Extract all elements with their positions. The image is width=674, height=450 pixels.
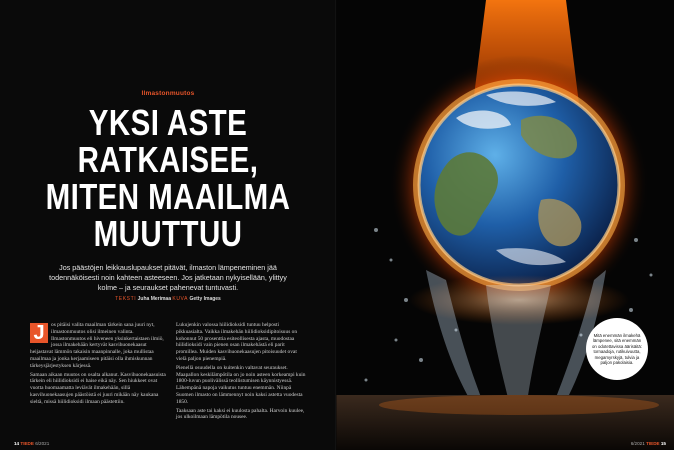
body-paragraph: Taaksaan aste tai kaksi ei kuulosta pahalta. Harvoin kuulee, jos ulkoilmaan lämpötila nousee. <box>176 407 305 421</box>
page-number-left: 14 <box>14 441 20 446</box>
article-kicker: Ilmastonmuutos <box>141 90 195 97</box>
headline-line-1: YKSI ASTE <box>88 102 248 143</box>
body-paragraph: os pitäisi valita maailman tärkein sana juuri nyt, ilmastonmuutos olisi ilmeinen valinta. Ilmastonmuutos eli hiveneen yksinkertaistaen ilmiö, jossa ilmakehään kertyvät kasvihuonekaasut heijastavat lämmön takaisin maanpinnalle, joka mullistaa maailmaa ja jonka kerjaamiseen pitäisi olla ihmiskunnan tärkeysjärjestyksen kärjessä. <box>30 322 164 369</box>
folio-right <box>631 441 666 446</box>
issue-left: 6/2021 <box>35 441 50 446</box>
article-credits <box>0 296 336 302</box>
magazine-name-right: TIEDE <box>646 441 660 446</box>
headline-line-3: MITEN MAAILMA <box>45 176 291 217</box>
issue-right: 6/2021 <box>630 441 645 446</box>
left-page <box>0 0 336 450</box>
earth-melting-illustration <box>336 0 674 450</box>
credit-author: Juha Merimaa <box>137 296 171 302</box>
spread-fold <box>335 0 337 450</box>
headline-line-2: RATKAISEE, <box>77 139 259 180</box>
right-page <box>336 0 674 450</box>
page-number-right: 15 <box>660 441 666 446</box>
credit-text-label: TEKSTI <box>115 296 137 302</box>
body-paragraph: Pienellä osuudella on kuitenkin valtavat seuraukset. Maapallon keskilämpötila on jo noin asteen korkeampi kuin 1800-luvun puolivälissä teollistumisen käynnistyessä. Lähempänä napoja vaikutus tuntuu enemmän. Niinpä Suomen ilmasto on lämmennyt noin kaksi astetta vuodesta 1850. <box>176 364 306 405</box>
body-column-2 <box>176 322 306 423</box>
body-paragraph: Lukujenkin valossa hiilidioksidi tuntuu helposti pikkuasialta. Vaikka ilmakehän hiilidioksidipitoisuus on kohonnut 50 prosenttia esiteollisesta ajasta, muodostaa hiilidioksidi vain pienen osan ilmakehästä eli parit promillea. Muiden kasvihuonekaasujen pitoisuudet ovat vielä paljon pienempiä. <box>176 322 298 362</box>
callout-bubble: Mitä enemmän ilmakehä lämpenee, sitä enemmän on odotettavissa äärisäitä: tornaadoja, rutikuivuutta, megamyrskyjä, tulvia ja paljon pakolaisia. <box>586 318 648 380</box>
article-lead: Jos päästöjen leikkauslupaukset pitävät, ilmaston lämpeneminen jää todennäköisesti noin kahteen asteeseen. Jos jatketaan nykyisellään, ylittyy kolme – ja seuraukset pahenevat tuntuvasti. <box>49 263 287 292</box>
credit-photographer: Getty Images <box>189 296 221 302</box>
magazine-name-left: TIEDE <box>20 441 34 446</box>
article-headline <box>30 104 306 252</box>
dropcap: J <box>30 323 48 343</box>
credit-image-label: KUVA <box>172 296 189 302</box>
folio-left <box>14 441 49 446</box>
headline-line-4: MUUTTUU <box>93 213 243 254</box>
body-paragraph: Samaan aikaan muutos on osalta alkanut. Kasvihuonekaasuista tärkein eli hiilidioksidi ei haise eikä näy. Sen hiukkeet ovat vuotta huomaamatta leviävät ilmakehään, sillä kasvihuonekaasujen päästöistä ei juuri mikään näy kaukana sieltä, missä hiilidioksidi ilmaan päästettiin. <box>30 371 166 405</box>
body-column-1 <box>30 322 166 408</box>
